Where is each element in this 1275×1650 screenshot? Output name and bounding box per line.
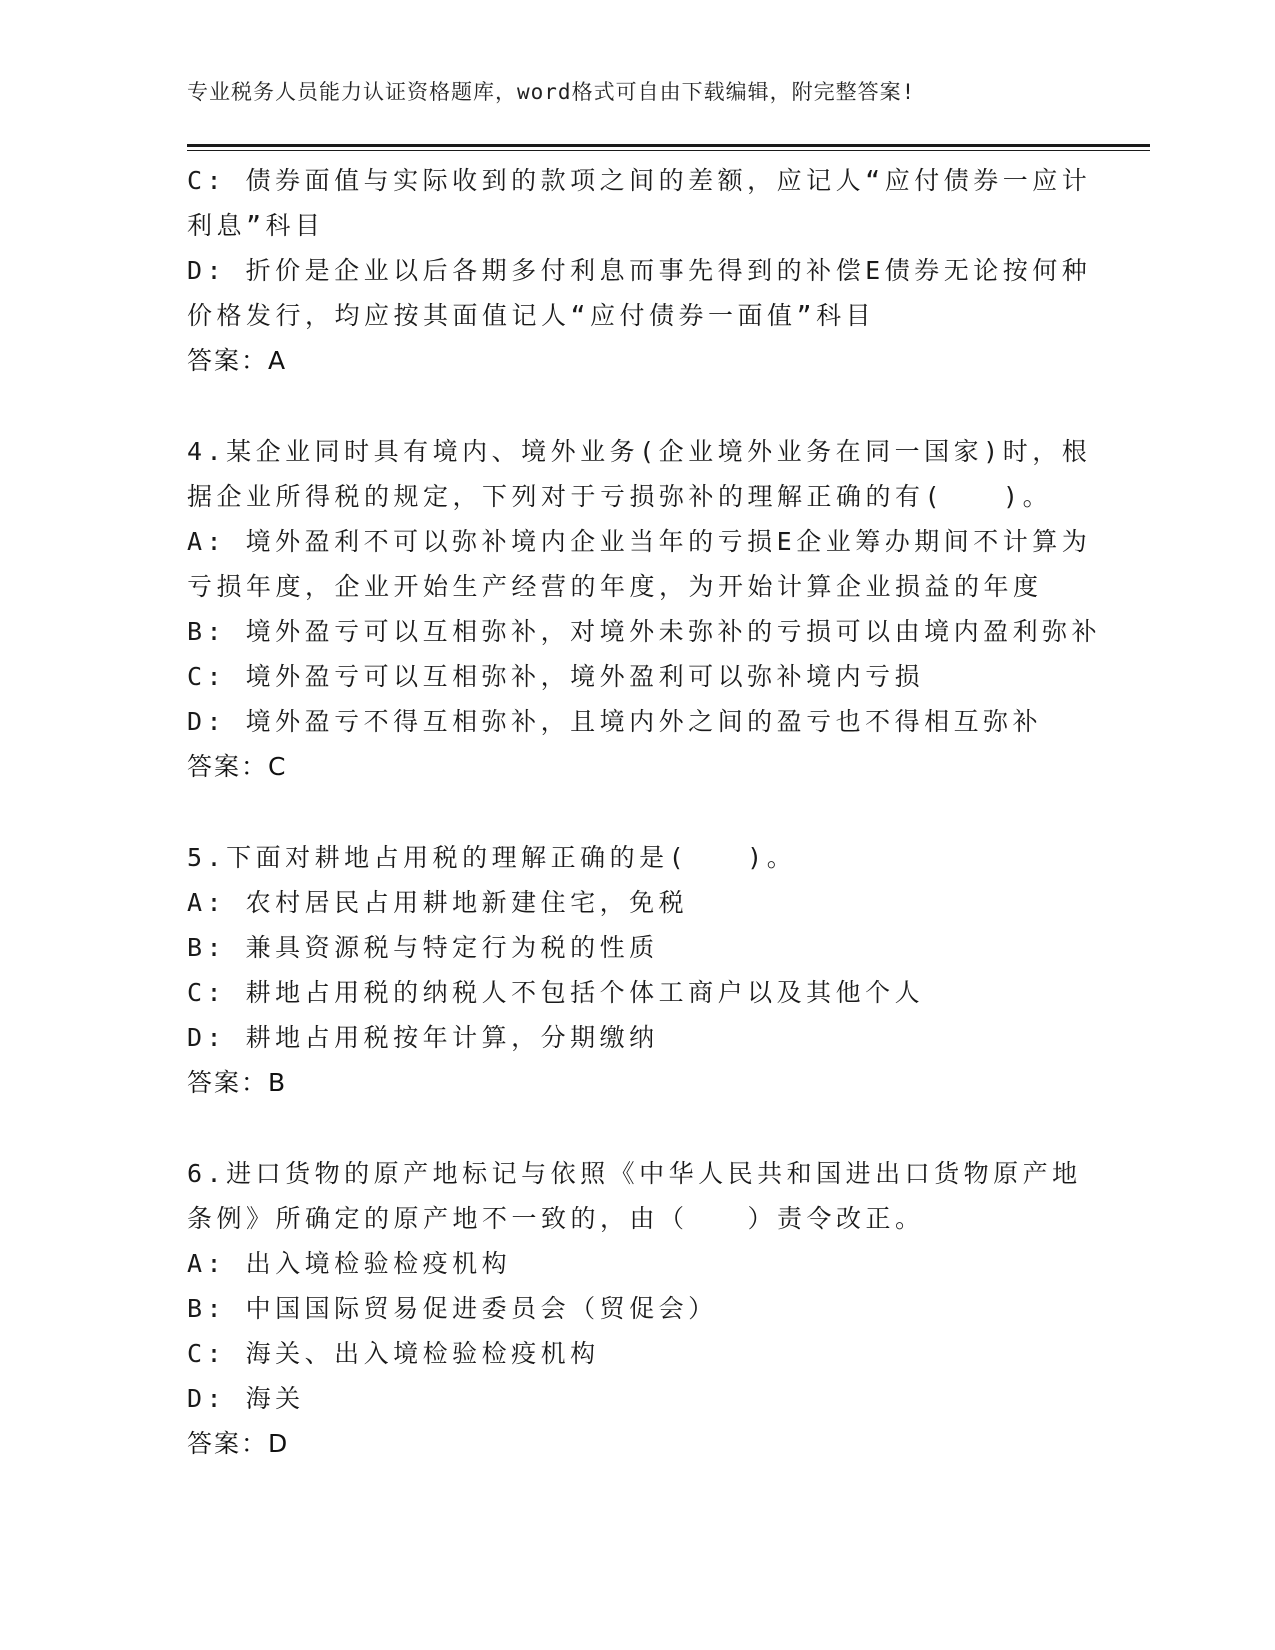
question-text: 6.进口货物的原产地标记与依照《中华人民共和国进出口货物原产地: [187, 1159, 1082, 1188]
question-block: [187, 1151, 1087, 1466]
header-rule-thick: [187, 144, 1150, 147]
answer-line: 答案：D: [187, 1429, 290, 1458]
question-text: 4.某企业同时具有境内、境外业务(企业境外业务在同一国家)时，根: [187, 437, 1092, 466]
option-line: B: 境外盈亏可以互相弥补，对境外未弥补的亏损可以由境内盈利弥补: [187, 617, 1102, 646]
page-header: 专业税务人员能力认证资格题库，word格式可自由下载编辑，附完整答案!: [187, 80, 916, 104]
option-line: D: 耕地占用税按年计算，分期缴纳: [187, 1023, 659, 1052]
question-text: 据企业所得税的规定，下列对于亏损弥补的理解正确的有( )。: [187, 482, 1053, 511]
option-line: D: 境外盈亏不得互相弥补，且境内外之间的盈亏也不得相互弥补: [187, 707, 1043, 736]
header-rule-thin: [187, 150, 1150, 151]
option-line: A: 农村居民占用耕地新建住宅，免税: [187, 888, 689, 917]
option-line: B: 中国国际贸易促进委员会（贸促会）: [187, 1294, 718, 1323]
question-text: 5.下面对耕地占用税的理解正确的是( )。: [187, 843, 797, 872]
option-line: D: 海关: [187, 1384, 305, 1413]
option-line: A: 出入境检验检疫机构: [187, 1249, 512, 1278]
answer-line: 答案：A: [187, 346, 288, 375]
option-line: C: 境外盈亏可以互相弥补，境外盈利可以弥补境内亏损: [187, 662, 925, 691]
option-line: 亏损年度，企业开始生产经营的年度，为开始计算企业损益的年度: [187, 572, 1043, 601]
option-line: 利息”科目: [187, 211, 325, 240]
document-body: [187, 158, 1102, 1466]
option-line: C: 海关、出入境检验检疫机构: [187, 1339, 600, 1368]
answer-line: 答案：B: [187, 1068, 288, 1097]
option-line: 价格发行，均应按其面值记人“应付债券一面值”科目: [187, 301, 876, 330]
option-line: A: 境外盈利不可以弥补境内企业当年的亏损E企业筹办期间不计算为: [187, 527, 1092, 556]
question-block: [187, 429, 1102, 789]
answer-line: 答案：C: [187, 752, 288, 781]
option-line: B: 兼具资源税与特定行为税的性质: [187, 933, 659, 962]
option-line: D: 折价是企业以后各期多付利息而事先得到的补偿E债券无论按何种: [187, 256, 1092, 285]
question-block: [187, 835, 1087, 1105]
option-line: C: 债券面值与实际收到的款项之间的差额，应记人“应付债券一应计: [187, 166, 1092, 195]
option-line: C: 耕地占用税的纳税人不包括个体工商户以及其他个人: [187, 978, 925, 1007]
question-text: 条例》所确定的原产地不一致的，由（ ）责令改正。: [187, 1204, 925, 1233]
question-block: [187, 158, 1092, 383]
